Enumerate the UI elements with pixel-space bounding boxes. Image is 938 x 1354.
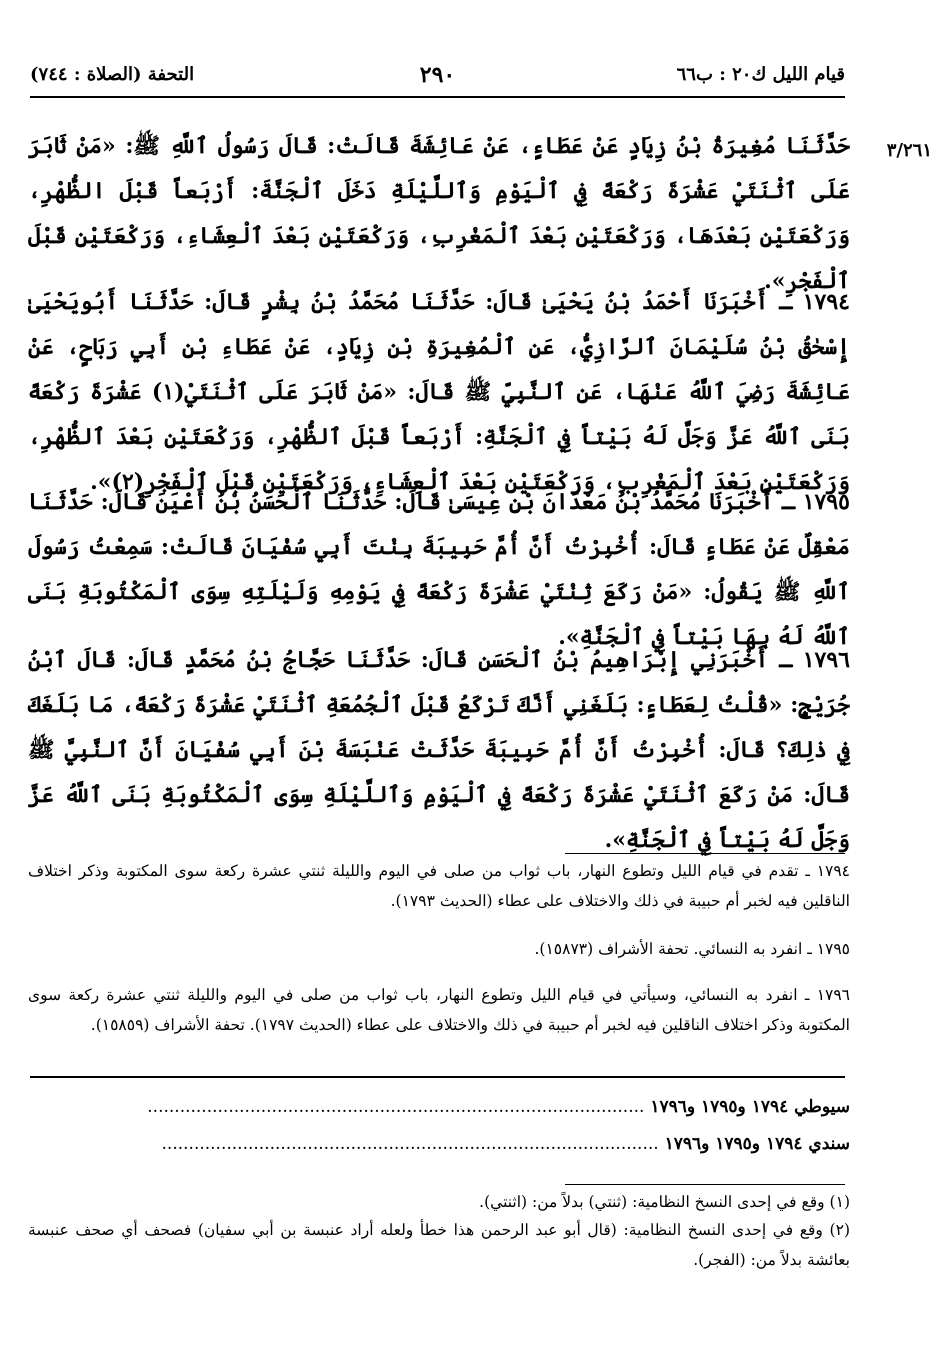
commentary-sindi-label: سندي ١٧٩٤ و١٧٩٥ و١٧٩٦ <box>664 1134 850 1154</box>
page-number: ٢٩٠ <box>419 62 456 88</box>
takhrij-1796: ١٧٩٦ ـ انفرد به النسائي، وسيأتي في قيام الليل وتطوع النهار، باب ثواب من صلى في اليوم والليلة ثنتي عشرة ركعة سوى المكتوبة وذكر اختلاف الناقلين فيه لخبر أم حبيبة في ذلك والاختلاف على عطاء (الحديث ١٧٩٧). تحفة الأشراف (١٥٨٥٩). <box>28 986 850 1034</box>
footnote-2: (٢) وقع في إحدى النسخ النظامية: (قال أبو عبد الرحمن هذا خطأ ولعله أراد عنبسة بن أبي سفيان) فصحف أي صحف عنبسة بعائشة بدلاً من: (الفجر). <box>28 1221 850 1269</box>
takhrij-rule <box>565 853 845 854</box>
commentary-sindi-dots: ............................................................................................ <box>161 1134 659 1154</box>
commentary-rule <box>30 1076 845 1078</box>
commentary-suyuti <box>28 1097 850 1117</box>
header-chapter: قيام الليل ك٢٠ : ب٦٦ <box>676 64 845 85</box>
commentary-suyuti-dots: ............................................................................................ <box>147 1097 645 1117</box>
footnote-1: (١) وقع في إحدى النسخ النظامية: (ثنتي) بدلاً من: (اثنتي). <box>479 1193 850 1211</box>
page-header <box>30 62 845 92</box>
hadith-1794: ١٧٩٤ ـ أَخْبَرَنَا أَحْمَدُ بْنُ يَحْيَىٰ قَالَ: حَدَّثَنَا مُحَمَّدُ بْنُ بِشْرٍ قَالَ: حَدَّثَنَا أَبُويَحْيَىٰ إِسْحٰقُ بْنُ سُلَيْمَانَ ٱلرَّازِيُّ، عَنِ ٱلْمُغِيرَةِ بْنِ زِيَادٍ، عَنْ عَطَاءِ بْنِ أَبِي رَبَاحٍ، عَنْ عَائِشَةَ رَضِيَ ٱللَّهُ عَنْهَا، عَنِ ٱلنَّبِيِّ ﷺ قَالَ: «مَنْ ثَابَرَ عَلَى ٱثْنَتَيْ(١) عَشْرَةَ رَكْعَةً بَنَى ٱللَّهُ عَزَّ وَجَلَّ لَهُ بَيْتاً فِي ٱلْجَنَّةِ: أَرْبَعاً قَبْلَ ٱلظُّهْرِ، وَرَكْعَتَيْنِ بَعْدَ ٱلظُّهْرِ، وَرَكْعَتَيْنِ بَعْدَ ٱلْمَغْرِبِ، وَرَكْعَتَيْنِ بَعْدَ ٱلْعِشَاءِ، وَرَكْعَتَيْنِ قَبْلَ ٱلْفَجْرِ(٢)». <box>28 289 850 495</box>
footnote-rule <box>565 1184 845 1185</box>
hadith-continuation: حَدَّثَنَا مُغِيرَةُ بْنُ زِيَادٍ عَنْ عَطَاءٍ، عَنْ عَائِشَةَ قَالَتْ: قَالَ رَسُولُ ٱللَّهِ ﷺ: «مَنْ ثَابَرَ عَلَى ٱثْنَتَيْ عَشْرَةَ رَكْعَةً فِي ٱلْيَوْمِ وَٱللَّيْلَةِ دَخَلَ ٱلْجَنَّةَ: أَرْبَعاً قَبْلَ الظُّهْرِ، وَرَكْعَتَيْنِ بَعْدَهَا، وَرَكْعَتَيْنِ بَعْدَ ٱلْمَغْرِبِ، وَرَكْعَتَيْنِ بَعْدَ ٱلْعِشَاءِ، وَرَكْعَتَيْنِ قَبْلَ ٱلْفَجْرِ». <box>28 133 851 294</box>
hadith-1795: ١٧٩٥ ـ أَخْبَرَنَا مُحَمَّدُ بْنُ مَعْدَانَ بْنِ عِيسَىٰ قَالَ: حَدَّثَنَا ٱلْحَسَنُ بْنُ أَعْيَنَ قَالَ: حَدَّثَنَا مَعْقِلٌ عَنْ عَطَاءٍ قَالَ: أُخْبِرْتُ أَنَّ أُمَّ حَبِيبَةَ بِنْتَ أَبِي سُفْيَانَ قَالَتْ: سَمِعْتُ رَسُولَ ٱللَّهِ ﷺ يَقُولُ: «مَنْ رَكَعَ ثِنْتَيْ عَشْرَةَ رَكْعَةً فِي يَوْمِهِ وَلَيْلَتِهِ سِوَى ٱلْمَكْتُوبَةِ بَنَى ٱللَّهُ لَهُ بِهَا بَيْتاً فِي ٱلْجَنَّةِ». <box>28 489 850 650</box>
header-tuhfa-ref: التحفة (الصلاة : ٧٤٤) <box>30 64 195 85</box>
commentary-sindi <box>28 1134 850 1154</box>
takhrij-1795: ١٧٩٥ ـ انفرد به النسائي. تحفة الأشراف (١٥٨٧٣). <box>534 940 850 958</box>
header-rule <box>30 96 845 98</box>
hadith-1796: ١٧٩٦ ـ أَخْبَرَنِي إِبْرَاهِيمُ بْنُ ٱلْحَسَنِ قَالَ: حَدَّثَنَا حَجَّاجُ بْنُ مُحَمَّدٍ قَالَ: قَالَ ٱبْنُ جُرَيْجٍ: «قُلْتُ لِعَطَاءٍ: بَلَغَنِي أَنَّكَ تَرْكَعُ قَبْلَ ٱلْجُمُعَةِ ٱثْنَتَيْ عَشْرَةَ رَكْعَةً، مَا بَلَغَكَ فِي ذٰلِكَ؟ قَالَ: أُخْبِرْتُ أَنَّ أُمَّ حَبِيبَةَ حَدَّثَتْ عَنْبَسَةَ بْنَ أَبِي سُفْيَانَ أَنَّ ٱلنَّبِيَّ ﷺ قَالَ: مَنْ رَكَعَ ٱثْنَتَيْ عَشْرَةَ رَكْعَةً فِي ٱلْيَوْمِ وَٱللَّيْلَةِ سِوَى ٱلْمَكْتُوبَةِ بَنَى ٱللَّهُ عَزَّ وَجَلَّ لَهُ بَيْتاً فِي ٱلْجَنَّةِ». <box>28 647 850 853</box>
margin-reference: ٣/٢٦١ <box>886 140 932 161</box>
commentary-suyuti-label: سيوطي ١٧٩٤ و١٧٩٥ و١٧٩٦ <box>650 1097 850 1117</box>
takhrij-1794: ١٧٩٤ ـ تقدم في قيام الليل وتطوع النهار، باب ثواب من صلى في اليوم والليلة ثنتي عشرة ركعة سوى المكتوبة وذكر اختلاف الناقلين فيه لخبر أم حبيبة في ذلك والاختلاف على عطاء (الحديث ١٧٩٣). <box>28 862 850 910</box>
